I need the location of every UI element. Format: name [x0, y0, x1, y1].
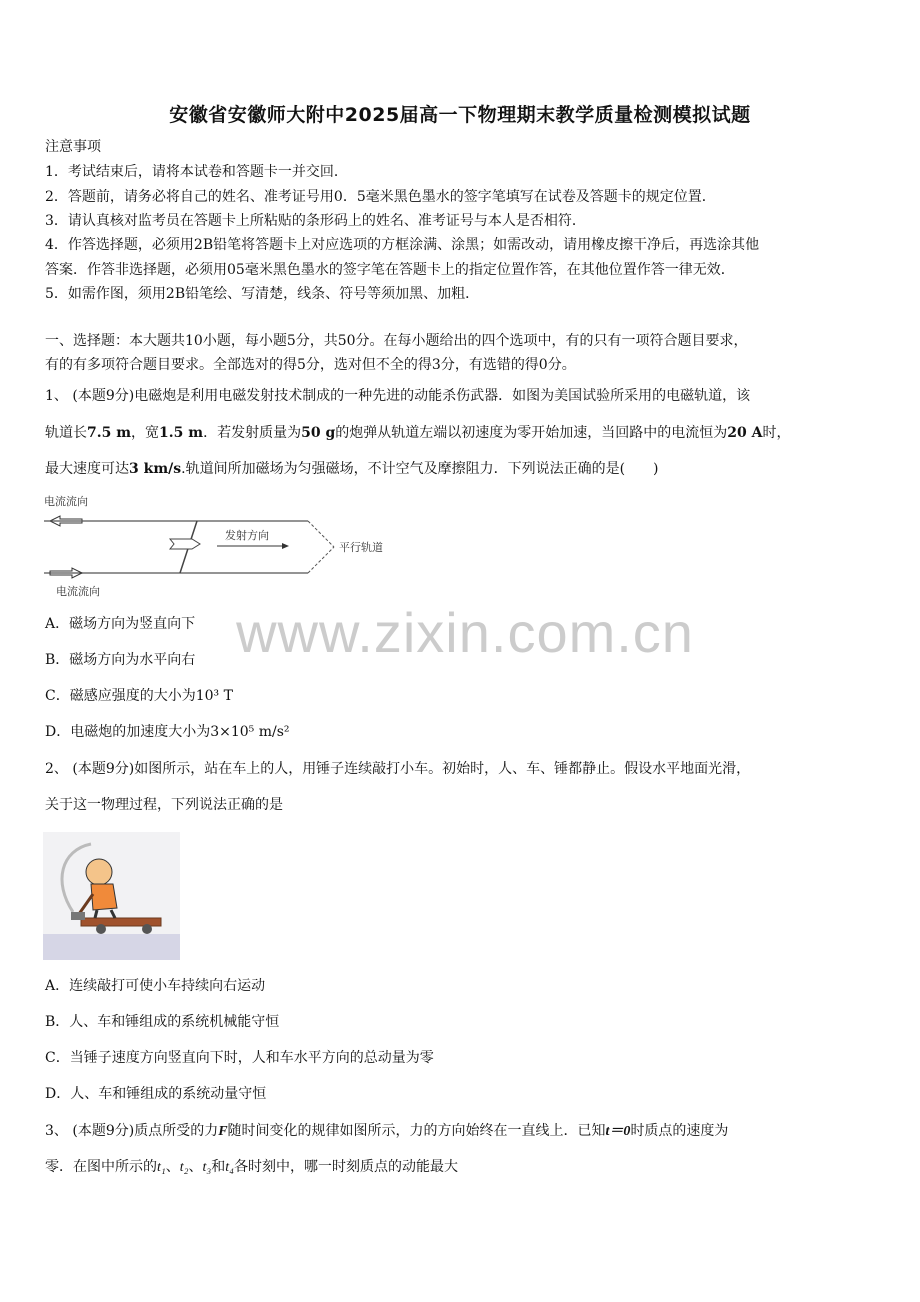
q1-option-a: A．磁场方向为竖直向下 — [45, 616, 196, 632]
cart-wheel — [142, 924, 152, 934]
projectile-icon — [170, 539, 200, 549]
q1-text-part: 轨道长 — [45, 425, 87, 441]
q2-option-b: B．人、车和锤组成的系统机械能守恒 — [45, 1014, 280, 1030]
current-direction-label-top: 电流流向 — [44, 495, 88, 508]
q1-text-part: 时， — [762, 425, 791, 441]
q3-text-part: 时质点的速度为 — [630, 1123, 729, 1139]
q2-option-a: A．连续敲打可使小车持续向右运动 — [45, 978, 266, 994]
q1-length: 7.5 m — [87, 425, 132, 441]
q3-t4: t₄ — [225, 1160, 235, 1175]
q3-t1: t₁ — [157, 1160, 166, 1175]
person-body — [91, 884, 117, 910]
launch-direction-label: 发射方向 — [225, 529, 269, 542]
cart-hammer-illustration — [43, 832, 180, 960]
rail-diagram — [42, 492, 402, 600]
q1-text-part: 的炮弹从轨道左端以初速度为零开始加速，当回路中的电流恒为 — [335, 425, 728, 441]
q1-text-part: ．若发射质量为 — [203, 425, 302, 441]
ground — [43, 934, 180, 960]
q1-width: 1.5 m — [159, 425, 204, 441]
q1-mass: 50 g — [301, 425, 336, 441]
q1-text-part: ，宽 — [131, 425, 160, 441]
q3-separator: 、 — [188, 1159, 203, 1175]
question-2-text: 2、 (本题9分)如图所示，站在车上的人，用锤子连续敲打小车。初始时，人、车、锤都静止。假设水平地面光滑， — [45, 761, 751, 777]
parallel-rails-label: 平行轨道 — [339, 541, 383, 554]
q3-text-part: 零．在图中所示的 — [45, 1159, 157, 1175]
section-intro: 有的有多项符合题目要求。全部选对的得5分，选对但不全的得3分，有选错的得0分。 — [45, 357, 576, 373]
cart-wheel — [96, 924, 106, 934]
question-3-text — [45, 1121, 880, 1142]
q3-text-part: 随时间变化的规律如图所示，力的方向始终在一直线上．已知 — [227, 1123, 606, 1139]
notice-item: 1．考试结束后，请将本试卷和答题卡一并交回． — [45, 164, 348, 180]
notice-item: 3．请认真核对监考员在答题卡上所粘贴的条形码上的姓名、准考证号与本人是否相符． — [45, 213, 586, 229]
q3-text-part: 各时刻中，哪一时刻质点的动能最大 — [234, 1159, 459, 1175]
q3-force-symbol: F — [218, 1124, 228, 1139]
notice-item: 2．答题前，请务必将自己的姓名、准考证号用0．5毫米黑色墨水的签字笔填写在试卷及答题卡的规定位置． — [45, 189, 716, 205]
q1-text-part: .轨道间所加磁场为匀强磁场，不计空气及摩擦阻力．下列说法正确的是( ) — [181, 461, 659, 477]
q1-text-part: 最大速度可达 — [45, 461, 129, 477]
question-1-text — [45, 459, 880, 479]
current-direction-label-bottom: 电流流向 — [56, 585, 100, 598]
notice-heading: 注意事项 — [45, 139, 101, 155]
notice-item: 答案．作答非选择题，必须用05毫米黑色墨水的签字笔在答题卡上的指定位置作答，在其他位置作答一律无效． — [45, 262, 735, 278]
q1-current: 20 A — [727, 425, 763, 441]
rail-continuation — [308, 521, 334, 547]
q3-separator: 、 — [165, 1159, 180, 1175]
q3-t2: t₂ — [179, 1160, 189, 1175]
page-title: 安徽省安徽师大附中2025届高一下物理期末教学质量检测模拟试题 — [169, 104, 751, 126]
section-intro: 一、选择题：本大题共10小题，每小题5分，共50分。在每小题给出的四个选项中，有的只有一项符合题目要求， — [45, 333, 748, 349]
person-leg — [95, 910, 97, 918]
question-2-text: 关于这一物理过程，下列说法正确的是 — [45, 797, 283, 813]
q3-and: 和 — [211, 1159, 226, 1175]
rail-continuation — [308, 547, 334, 573]
q3-time-zero: t＝0 — [605, 1124, 631, 1139]
q3-text-part: 3、 (本题9分)质点所受的力 — [45, 1123, 219, 1139]
q3-t3: t₃ — [202, 1160, 212, 1175]
question-3-text — [45, 1157, 880, 1178]
notice-item: 5．如需作图，须用2B铅笔绘、写清楚，线条、符号等须加黑、加粗． — [45, 286, 480, 302]
notice-item: 4．作答选择题，必须用2B铅笔将答题卡上对应选项的方框涂满、涂黑；如需改动，请用橡皮擦干净后，再选涂其他 — [45, 237, 760, 253]
q1-option-d: D．电磁炮的加速度大小为3×10⁵ m/s² — [45, 724, 290, 740]
q2-option-c: C．当锤子速度方向竖直向下时，人和车水平方向的总动量为零 — [45, 1050, 434, 1066]
q1-option-c: C．磁感应强度的大小为10³ T — [45, 688, 233, 704]
watermark: www.zixin.com.cn — [236, 601, 694, 664]
question-1-text: 1、 (本题9分)电磁炮是利用电磁发射技术制成的一种先进的动能杀伤武器．如图为美国试验所采用的电磁轨道，该 — [45, 388, 751, 404]
question-1-text — [45, 423, 880, 443]
hammer-head — [71, 912, 85, 920]
arrow-head-icon — [282, 543, 289, 549]
person-head — [86, 859, 112, 885]
q1-speed: 3 km/s — [129, 461, 182, 477]
q1-option-b: B．磁场方向为水平向右 — [45, 652, 196, 668]
q2-option-d: D．人、车和锤组成的系统动量守恒 — [45, 1086, 267, 1102]
